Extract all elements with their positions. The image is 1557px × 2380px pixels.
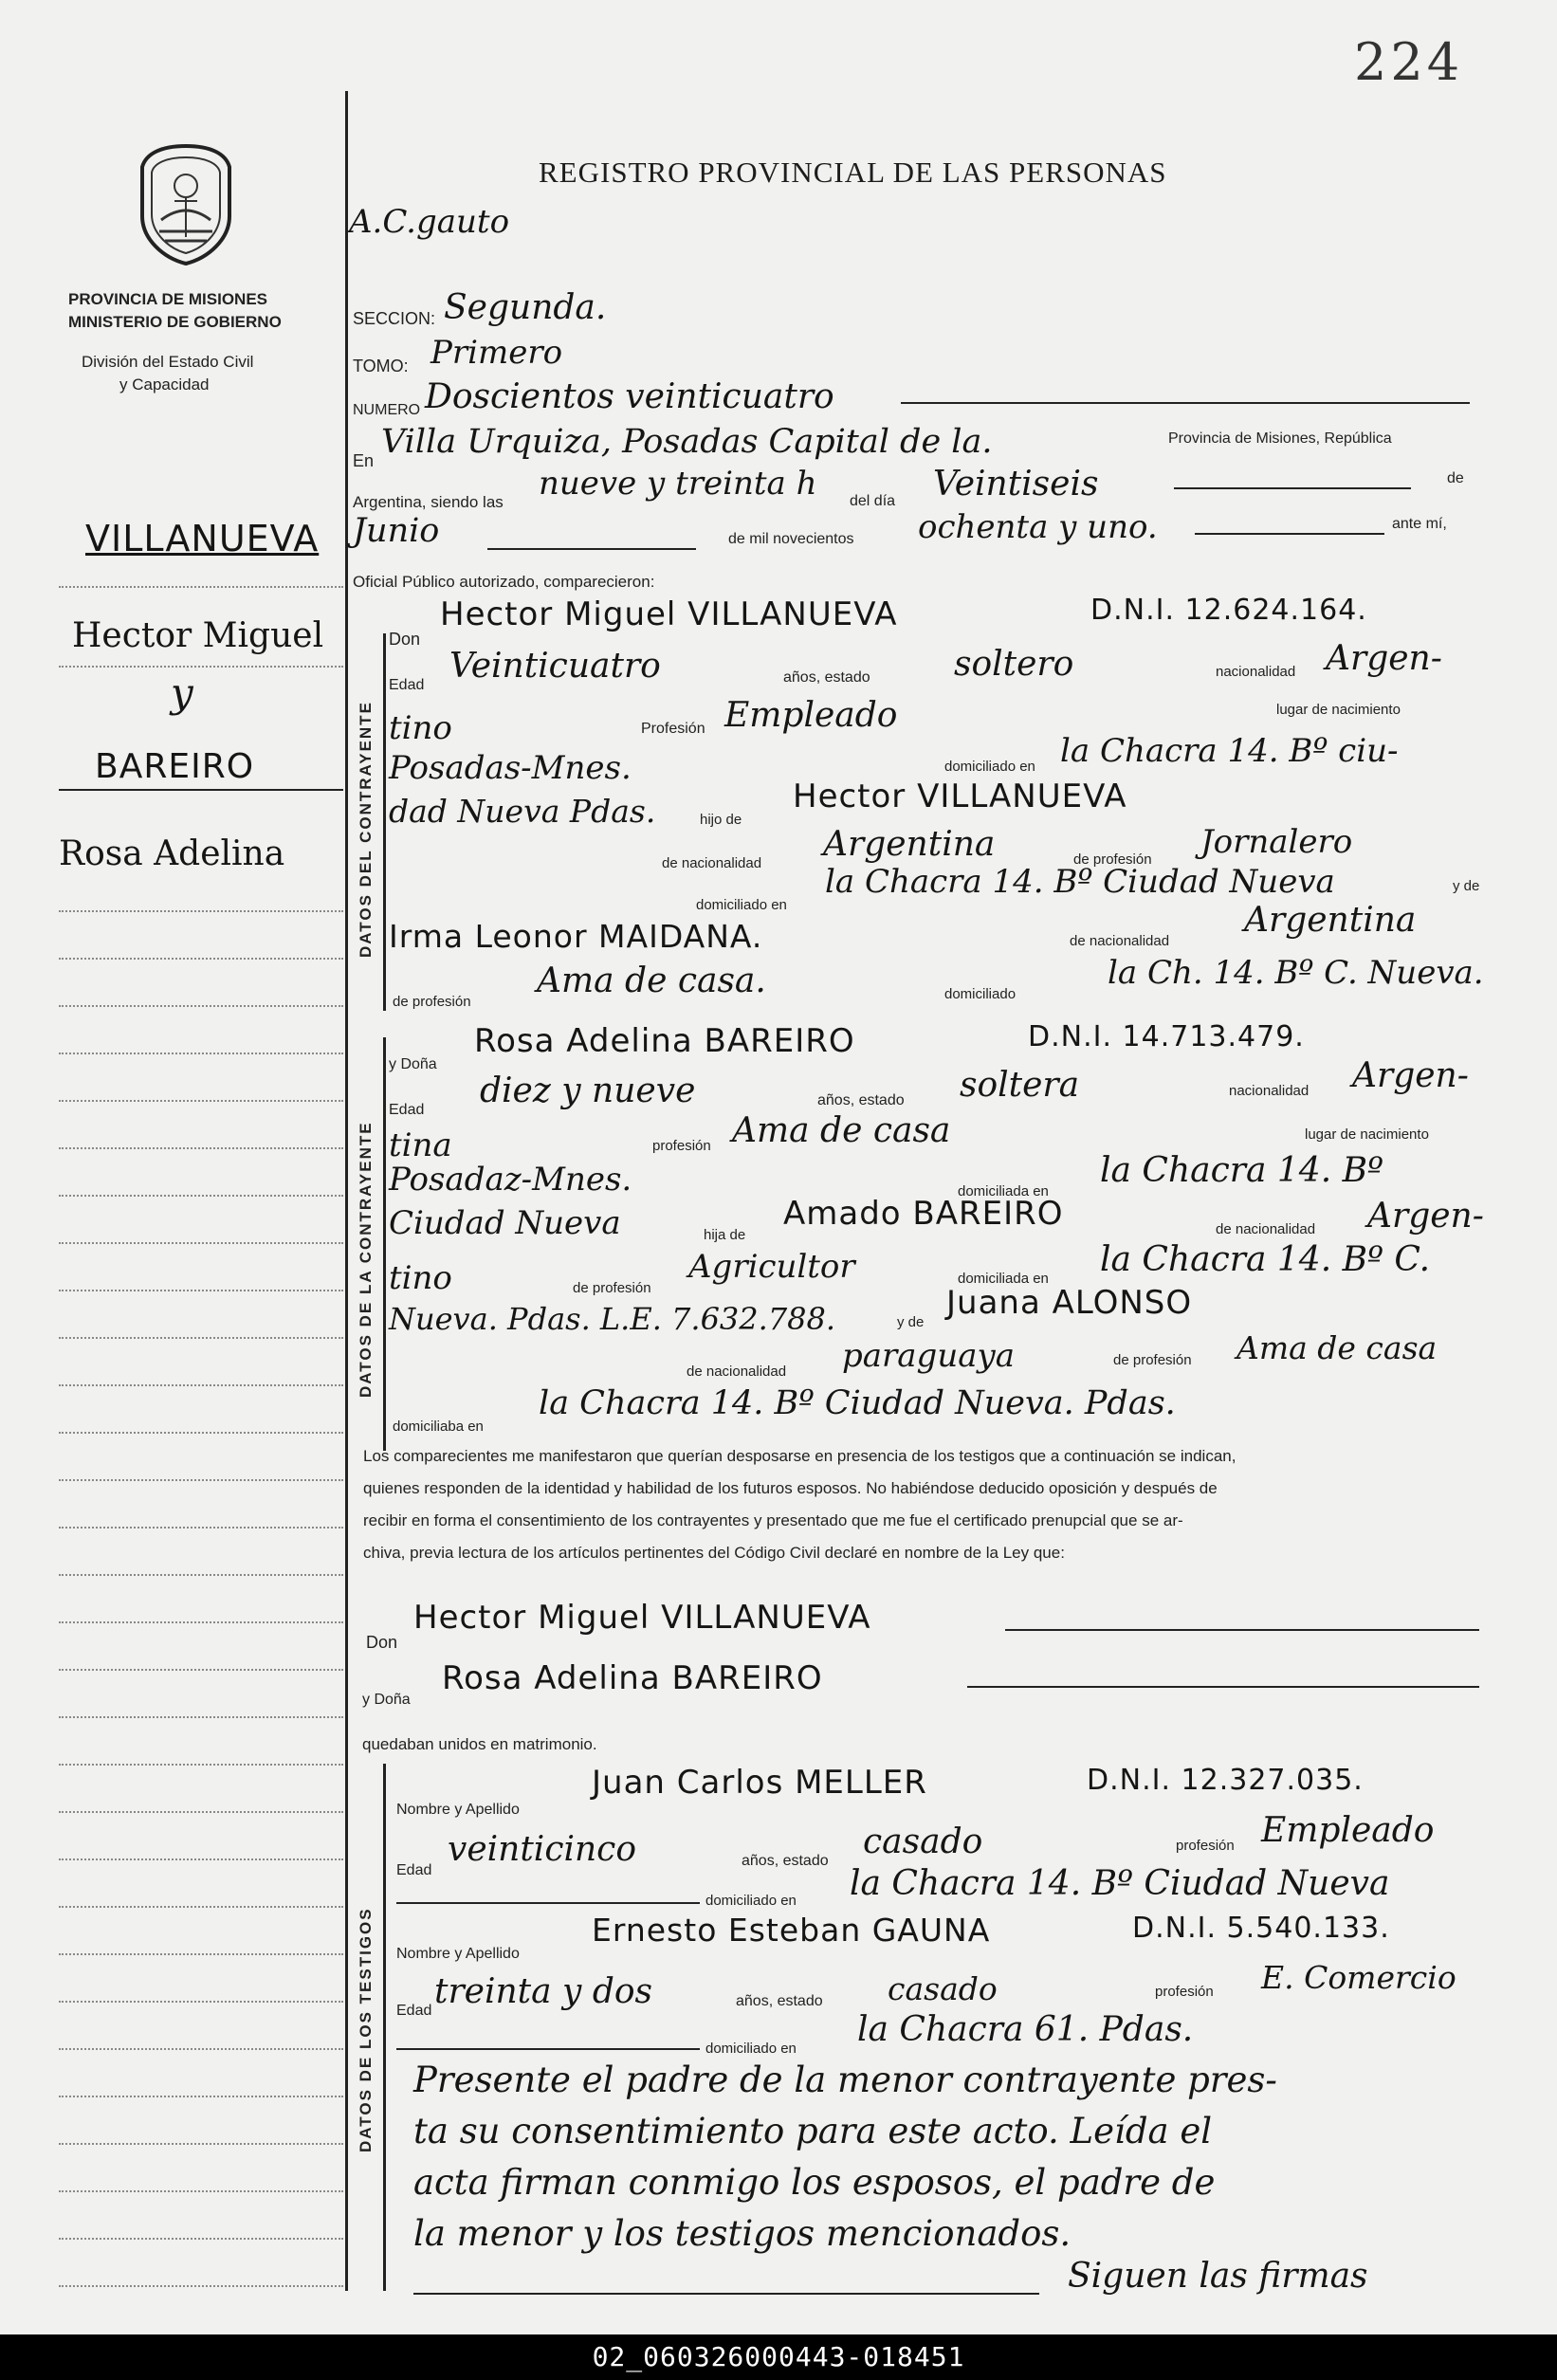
declaration-line: chiva, previa lectura de los artículos pertinentes del Código Civil declaré en nombre de la Ley que: (363, 1544, 1065, 1562)
note-line: acta firman conmigo los esposos, el padre de (413, 2162, 1216, 2203)
groom-mother-nac: Argentina (1244, 901, 1417, 940)
margin-dotted-line (59, 1005, 343, 1007)
declaration-line: recibir en forma el consentimiento de los contrayentes y presentado que me fue el certificado prenupcial que se ar- (363, 1511, 1183, 1529)
lugar-nacimiento-label: lugar de nacimiento (1276, 702, 1401, 718)
domiciliado-label-2: domiciliado en (696, 897, 787, 913)
de-label: de (1447, 470, 1464, 486)
y-de-label: y de (1453, 878, 1480, 894)
groom-profesion: Empleado (724, 696, 898, 735)
declaration-bride-rule (967, 1686, 1479, 1688)
margin-dotted-line (59, 1574, 343, 1576)
bride-mother: Juana ALONSO (946, 1284, 1193, 1322)
groom-mother-dom: la Ch. 14. Bº C. Nueva. (1108, 954, 1484, 992)
groom-father-dom: la Chacra 14. Bº Ciudad Nueva (825, 863, 1335, 901)
note-line: la menor y los testigos mencionados. (413, 2213, 1072, 2254)
margin-dotted-line (59, 1290, 343, 1291)
witness-2-estado: casado (888, 1970, 998, 2007)
declaration-line: Los comparecientes me manifestaron que querían desposarse en presencia de los testigos que a continuación se indican, (363, 1447, 1236, 1465)
margin-dotted-line (59, 1195, 343, 1197)
witness-1-estado-label: años, estado (742, 1853, 829, 1869)
del-dia-label: del día (850, 493, 896, 509)
margin-dotted-line (59, 2238, 343, 2240)
margin-rule (345, 91, 348, 2291)
anio-value: ochenta y uno. (918, 508, 1158, 546)
bride-father-dom-cont: Nueva. Pdas. L.E. 7.632.788. (389, 1301, 836, 1337)
witness-1-name: Juan Carlos MELLER (592, 1764, 927, 1802)
margin-dotted-line (59, 1858, 343, 1860)
anos-estado-label-bride: años, estado (817, 1092, 905, 1108)
coat-of-arms-seal (133, 142, 239, 267)
witness-1-dom-rule (396, 1902, 700, 1904)
note-line: Presente el padre de la menor contrayente pres- (413, 2060, 1277, 2100)
witness-1-domicilio: la Chacra 14. Bº Ciudad Nueva (850, 1864, 1390, 1903)
witness-2-estado-label: años, estado (736, 1993, 823, 2009)
de-profesion-label-2: de profesión (393, 994, 471, 1010)
groom-name: Hector Miguel VILLANUEVA (440, 595, 898, 633)
seccion-value: Segunda. (444, 288, 607, 327)
witness-2-domicilio: la Chacra 61. Pdas. (857, 2010, 1194, 2049)
y-de-label-bride: y de (897, 1314, 925, 1330)
bride-nacionalidad: Argen- (1352, 1056, 1469, 1095)
de-profesion-label-bride: de profesión (573, 1280, 651, 1296)
bride-father-nac: Argen- (1367, 1197, 1484, 1236)
margin-dotted-line (59, 1527, 343, 1529)
declaration-bride: Rosa Adelina BAREIRO (442, 1659, 823, 1697)
division-label-2: y Capacidad (119, 375, 210, 394)
margin-dotted-line (59, 958, 343, 960)
witness-2-edad-label: Edad (396, 2003, 432, 2019)
margin-name-bride: Rosa Adelina (59, 834, 285, 873)
declaration-groom: Hector Miguel VILLANUEVA (413, 1599, 871, 1637)
nacionalidad-label: nacionalidad (1216, 664, 1296, 680)
witness-1-profesion: Empleado (1261, 1811, 1435, 1850)
note-line: ta su consentimiento para este acto. Leída el (413, 2111, 1213, 2151)
dia-value: Veintiseis (933, 465, 1099, 503)
note-line-signatures: Siguen las firmas (1068, 2257, 1368, 2296)
margin-dotted-line (59, 2001, 343, 2003)
page-number: 224 (1354, 32, 1464, 92)
margin-conjunction: y (171, 669, 193, 716)
mes-rule (487, 548, 696, 550)
margin-name-groom: Hector Miguel (72, 616, 324, 655)
margin-dotted-line (59, 1242, 343, 1244)
bride-father-prof: Agricultor (688, 1248, 855, 1286)
margin-dotted-line (59, 910, 343, 912)
bride-father-nac-cont: tino (389, 1259, 452, 1297)
footer-code: 02_060326000443-018451 (0, 2334, 1557, 2380)
bride-father-dom: la Chacra 14. Bº C. (1100, 1240, 1431, 1279)
groom-father-prof: Jornalero (1200, 823, 1353, 861)
bride-domicilio: la Chacra 14. Bº (1100, 1151, 1383, 1190)
margin-dotted-line (59, 1621, 343, 1623)
domiciliada-label-2: domiciliada en (958, 1271, 1049, 1287)
declaration-groom-rule (1005, 1629, 1479, 1631)
ante-mi-label: ante mí, (1392, 516, 1447, 532)
bride-mother-prof: Ama de casa (1236, 1329, 1438, 1366)
division-label: División del Estado Civil (82, 353, 254, 371)
numero-rule (901, 402, 1470, 404)
groom-section-rule (383, 633, 386, 1011)
annotation-handwritten: A.C.gauto (349, 203, 510, 241)
nacionalidad-label-bride: nacionalidad (1229, 1083, 1310, 1099)
dia-rule (1174, 487, 1411, 489)
declaration-don-label: Don (366, 1633, 398, 1652)
groom-nacionalidad-cont: tino (389, 709, 452, 747)
witness-2-domicilio-label: domiciliado en (705, 2041, 797, 2057)
margin-dotted-line (59, 1147, 343, 1149)
witness-1-edad-label: Edad (396, 1862, 432, 1878)
witness-1-edad: veinticinco (448, 1830, 637, 1869)
domiciliado-label: domiciliado en (944, 759, 1035, 775)
witness-2-dni: D.N.I. 5.540.133. (1132, 1912, 1390, 1945)
numero-label: NUMERO (353, 402, 421, 418)
margin-surname-bride: BAREIRO (95, 747, 255, 786)
declaration-dona-label: y Doña (362, 1692, 411, 1708)
tomo-label: TOMO: (353, 357, 409, 375)
groom-dni: D.N.I. 12.624.164. (1090, 594, 1367, 627)
declaration-line: quienes responden de la identidad y habilidad de los futuros esposos. No habiéndose deducido oposición y después de (363, 1479, 1218, 1497)
groom-domicilio: la Chacra 14. Bº ciu- (1060, 732, 1399, 770)
margin-dotted-line (59, 1053, 343, 1054)
mil-novecientos-label: de mil novecientos (728, 531, 854, 547)
mes-value: Junio (353, 512, 440, 550)
witness-2-edad: treinta y dos (434, 1972, 653, 2011)
witness-2-dom-rule (396, 2048, 700, 2050)
bride-edad: diez y nueve (480, 1071, 696, 1110)
numero-value: Doscientos veinticuatro (425, 377, 834, 416)
anio-rule (1195, 533, 1384, 535)
witness-2-name: Ernesto Esteban GAUNA (592, 1912, 991, 1949)
unidos-text: quedaban unidos en matrimonio. (362, 1735, 597, 1753)
domiciliaba-label: domiciliaba en (393, 1419, 484, 1435)
margin-dotted-line (59, 2190, 343, 2192)
ministry-label: MINISTERIO DE GOBIERNO (68, 313, 282, 331)
dona-label: y Doña (389, 1056, 437, 1072)
tomo-value: Primero (430, 334, 563, 372)
groom-mother: Irma Leonor MAIDANA. (389, 918, 763, 955)
margin-dotted-line (59, 1811, 343, 1813)
groom-father-nac: Argentina (823, 825, 996, 864)
margin-dotted-line (59, 1764, 343, 1766)
witness-section-label: DATOS DE LOS TESTIGOS (357, 1907, 375, 2152)
bride-estado: soltera (960, 1066, 1080, 1105)
anos-estado-label: años, estado (783, 669, 870, 686)
witness-section-rule (383, 1764, 386, 2291)
edad-label: Edad (389, 677, 425, 693)
margin-dotted-line (59, 1906, 343, 1908)
margin-dotted-line (59, 2143, 343, 2145)
bride-profesion: Ama de casa (732, 1111, 951, 1150)
groom-edad: Veinticuatro (449, 647, 661, 686)
edad-label-bride: Edad (389, 1102, 425, 1118)
en-value: Villa Urquiza, Posadas Capital de la. (381, 423, 993, 461)
en-label: En (353, 451, 375, 470)
margin-surname-groom: VILLANUEVA (85, 518, 320, 559)
groom-father: Hector VILLANUEVA (793, 778, 1127, 815)
groom-nacionalidad: Argen- (1326, 639, 1442, 678)
witness-1-domicilio-label: domiciliado en (705, 1893, 797, 1909)
de-profesion-label-bride-2: de profesión (1113, 1352, 1192, 1368)
margin-dotted-line (59, 1716, 343, 1718)
margin-dotted-line (59, 1384, 343, 1386)
don-label: Don (389, 630, 421, 649)
de-profesion-label: de profesión (1073, 851, 1152, 868)
nombre-apellido-label: Nombre y Apellido (396, 1802, 520, 1818)
bride-lugar: Posadaz-Mnes. (389, 1161, 632, 1199)
lugar-nacimiento-label-bride: lugar de nacimiento (1305, 1126, 1429, 1143)
margin-dotted-line (59, 1669, 343, 1671)
margin-dotted-line (59, 586, 343, 588)
groom-domicilio-cont: dad Nueva Pdas. (389, 793, 656, 830)
bride-father: Amado BAREIRO (783, 1195, 1064, 1233)
oficial-label: Oficial Público autorizado, comparecieron: (353, 573, 655, 591)
province-label: PROVINCIA DE MISIONES (68, 290, 268, 308)
hora-value: nueve y treinta h (539, 465, 817, 503)
witness-1-dni: D.N.I. 12.327.035. (1087, 1764, 1364, 1797)
hijo-de-label: hijo de (700, 812, 742, 828)
margin-dotted-line (59, 1479, 343, 1481)
witness-1-estado: casado (863, 1822, 983, 1861)
witness-2-profesion-label: profesión (1155, 1984, 1214, 2000)
domiciliada-label: domiciliada en (958, 1183, 1049, 1199)
margin-dotted-line (59, 2096, 343, 2097)
de-nacionalidad-label: de nacionalidad (662, 855, 762, 871)
bride-name: Rosa Adelina BAREIRO (474, 1022, 855, 1060)
margin-dotted-line (59, 1432, 343, 1434)
seccion-label: SECCION: (353, 309, 436, 328)
domiciliado-label-3: domiciliado (944, 986, 1017, 1002)
margin-dotted-line (59, 2285, 343, 2287)
bride-mother-dom: la Chacra 14. Bº Ciudad Nueva. Pdas. (539, 1384, 1176, 1422)
provincia-text: Provincia de Misiones, República (1168, 430, 1392, 447)
de-nacionalidad-label-bride: de nacionalidad (1216, 1221, 1316, 1237)
groom-mother-prof: Ama de casa. (537, 961, 766, 1000)
argentina-text: Argentina, siendo las (353, 493, 504, 511)
bride-domicilio-cont: Ciudad Nueva (389, 1204, 621, 1242)
margin-dotted-line (59, 1100, 343, 1102)
margin-dotted-line (59, 2048, 343, 2050)
bride-nacionalidad-cont: tina (389, 1126, 452, 1164)
de-nacionalidad-label-bride-2: de nacionalidad (687, 1364, 787, 1380)
bride-dni: D.N.I. 14.713.479. (1028, 1020, 1305, 1053)
margin-dotted-line (59, 1953, 343, 1955)
profesion-label: Profesión (641, 721, 705, 737)
document-title: REGISTRO PROVINCIAL DE LAS PERSONAS (539, 156, 1167, 189)
margin-dotted-line (59, 1337, 343, 1339)
bride-mother-nac: paraguaya (842, 1337, 1015, 1375)
groom-lugar: Posadas-Mnes. (389, 749, 632, 787)
bride-section-label: DATOS DE LA CONTRAYENTE (357, 1121, 375, 1398)
witness-2-profesion: E. Comercio (1261, 1959, 1456, 1996)
bride-section-rule (383, 1037, 386, 1451)
profesion-label-bride: profesión (652, 1138, 711, 1154)
groom-estado: soltero (954, 645, 1074, 684)
margin-underline (59, 789, 343, 791)
margin-dotted-line (59, 666, 343, 668)
nombre-apellido-label-2: Nombre y Apellido (396, 1946, 520, 1962)
hija-de-label: hija de (704, 1227, 746, 1243)
de-nacionalidad-label-2: de nacionalidad (1070, 933, 1170, 949)
groom-section-label: DATOS DEL CONTRAYENTE (357, 701, 375, 958)
notes-rule (413, 2293, 1039, 2295)
witness-1-profesion-label: profesión (1176, 1838, 1235, 1854)
